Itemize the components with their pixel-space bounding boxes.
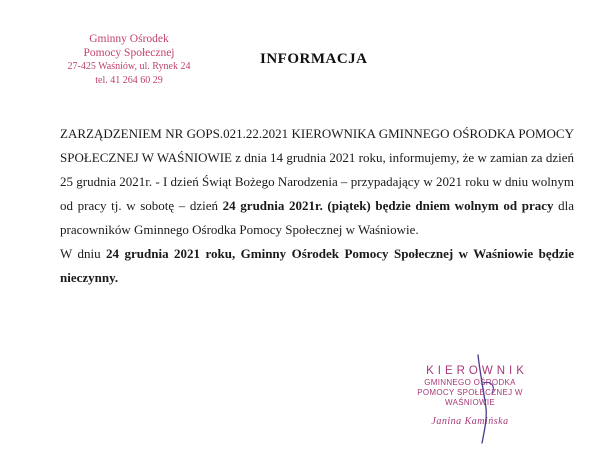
handwritten-signature [470,353,510,448]
stamp-name: Janina Kamińska [431,416,509,427]
paragraph-emphasis: 24 grudnia 2021r. (piątek) będzie dniem wolnym od pracy [222,198,554,213]
stamp-line-office: Gminny Ośrodek [89,33,169,45]
stamp-line-department: Pomocy Społecznej [83,46,175,59]
announcement-paragraph [60,122,574,242]
closure-text: W dniu [60,246,107,261]
stamp-org-line1: GMINNEGO OŚRODKA [424,378,516,387]
document-body [60,122,574,290]
stamp-line-phone: tel. 41 264 60 29 [95,74,163,86]
paragraph-text: ZARZĄDZENIEM NR GOPS.021.22.2021 KIEROWNIKA GMINNEGO OŚRODKA POMOCY SPOŁECZNEJ W WAŚNIOWIE z dnia 14 grudnia 2021 roku, informujemy, że w zamian za dzień 25 grudnia 2021r. - I dzień Świąt Bożego Narodzenia – przypadający w 2021 roku w dniu wolnym od pracy tj. w sobotę – dzień [60,126,574,213]
stamp-line-address: 27-425 Waśniów, ul. Rynek 24 [67,61,191,72]
closure-emphasis: 24 grudnia 2021 roku, Gminny Ośrodek Pomocy Społecznej w Waśniowie będzie nieczynny. [60,246,574,285]
office-stamp [58,33,200,87]
stamp-org-line2: POMOCY SPOŁECZNEJ W WAŚNIOWIE [417,388,523,407]
closure-paragraph [60,242,574,290]
paragraph-text-end: dla pracowników Gminnego Ośrodka Pomocy Społecznej w Waśniowie. [60,198,574,237]
stamp-role: KIEROWNIK [426,365,528,377]
document-title: INFORMACJA [260,51,368,67]
